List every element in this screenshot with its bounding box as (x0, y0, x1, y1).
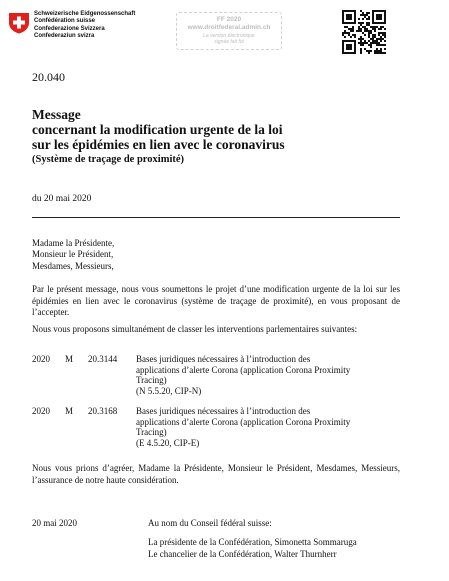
intervention-line: applications d’alerte Corona (application Corona Proximity (136, 416, 351, 427)
stamp-line: signée fait foi (214, 39, 244, 45)
confederation-name: Confédération suisse (34, 18, 96, 25)
qr-code-icon (342, 10, 386, 54)
signature-block (148, 518, 357, 560)
intervention-line: Bases juridiques nécessaires à l’introduction des (136, 406, 311, 416)
title-line: concernant la modification urgente de la loi (32, 122, 283, 137)
document-title (32, 107, 285, 152)
salutation-line: Monsieur le Président, (32, 249, 114, 260)
salutation-line: Madame la Présidente, (32, 238, 115, 248)
intervention-description (136, 354, 398, 396)
intervention-year: 2020 (32, 354, 50, 364)
swiss-cross-logo-icon (8, 12, 30, 34)
stamp-line: www.droitfederal.admin.ch (187, 24, 271, 31)
confederation-name: Confederazione Svizzera (34, 25, 105, 32)
intervention-line: Tracing) (136, 375, 167, 386)
document-subtitle: (Système de traçage de proximité) (32, 154, 185, 165)
publication-stamp (176, 12, 282, 50)
title-line: Message (32, 107, 81, 122)
intervention-description (136, 406, 398, 448)
intervention-line: Bases juridiques nécessaires à l’introduction des (136, 354, 311, 364)
intervention-line: (N 5.5.20, CIP-N) (136, 385, 202, 396)
stamp-line: FF 2020 (216, 16, 242, 23)
intervention-number: 20.3168 (88, 406, 118, 416)
divider (32, 217, 400, 218)
signature-heading: Au nom du Conseil fédéral suisse: (148, 518, 272, 528)
intervention-type: M (65, 354, 74, 364)
paragraph-proposal: Nous vous proposons simultanément de classer les interventions parlementaires suivantes: (32, 324, 358, 334)
document-reference: 20.040 (32, 70, 65, 84)
intervention-line: applications d’alerte Corona (application Corona Proximity (136, 364, 351, 375)
intervention-line: Tracing) (136, 427, 167, 438)
document-date: du 20 mai 2020 (32, 194, 92, 204)
confederation-names (34, 11, 135, 40)
signature-line: La présidente de la Confédération, Simonetta Sommaruga (148, 537, 357, 548)
paragraph-closing: Nous vous prions d’agréer, Madame la Présidente, Monsieur le Président, Mesdames, Messieurs, l’assurance de notre haute considération. (32, 463, 400, 485)
intervention-line: (E 4.5.20, CIP-E) (136, 437, 200, 448)
stamp-line: La version électronique (203, 33, 255, 39)
intervention-year: 2020 (32, 406, 50, 416)
intervention-type: M (65, 406, 74, 416)
confederation-name: Schweizerische Eidgenossenschaft (34, 11, 136, 17)
paragraph-intro: Par le présent message, nous vous soumettons le projet d’une modification urgente de la loi sur les épidémies en lien avec le coronavirus (système de traçage de proximité), en vous proposant de l’accepter. (32, 284, 400, 318)
intervention-number: 20.3144 (88, 354, 118, 364)
salutation-line: Mesdames, Messieurs, (32, 260, 114, 271)
signature-date: 20 mai 2020 (32, 518, 77, 528)
confederation-name: Confederaziun svizra (34, 32, 95, 39)
signature-line: Le chancelier de la Confédération, Walter Thurnherr (148, 548, 337, 559)
salutation (32, 238, 114, 272)
title-line: sur les épidémies en lien avec le coronavirus (32, 137, 285, 152)
